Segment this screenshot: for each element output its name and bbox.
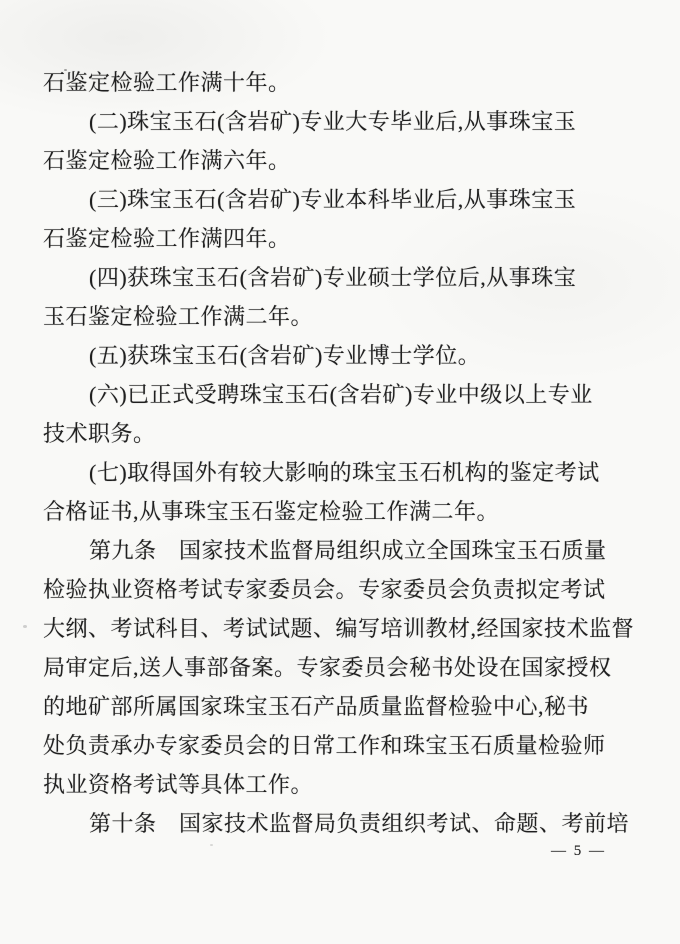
body-text xyxy=(43,63,643,843)
text-line: (五)获珠宝玉石(含岩矿)专业博士学位。 xyxy=(89,343,481,368)
text-line: 局审定后,送人事部备案。专家委员会秘书处设在国家授权 xyxy=(43,655,612,680)
text-line: 第九条 国家技术监督局组织成立全国珠宝玉石质量 xyxy=(89,538,607,563)
text-line: (六)已正式受聘珠宝玉石(含岩矿)专业中级以上专业 xyxy=(89,382,593,407)
text-line: 第十条 国家技术监督局负责组织考试、命题、考前培 xyxy=(89,811,630,836)
text-line: 石鉴定检验工作满四年。 xyxy=(43,226,291,251)
text-line: (三)珠宝玉石(含岩矿)专业本科毕业后,从事珠宝玉 xyxy=(89,187,577,212)
scan-speck xyxy=(23,625,27,628)
text-line: (七)取得国外有较大影响的珠宝玉石机构的鉴定考试 xyxy=(89,460,600,485)
text-line: 技术职务。 xyxy=(43,421,156,446)
text-line: 大纲、考试科目、考试试题、编写培训教材,经国家技术监督 xyxy=(43,616,635,641)
text-line: 玉石鉴定检验工作满二年。 xyxy=(43,304,314,329)
scan-speck xyxy=(64,69,67,71)
scan-speck xyxy=(210,844,213,846)
text-line: 的地矿部所属国家珠宝玉石产品质量监督检验中心,秘书 xyxy=(43,694,590,719)
text-line: 合格证书,从事珠宝玉石鉴定检验工作满二年。 xyxy=(43,499,500,524)
page-number: — 5 — xyxy=(551,843,606,859)
text-line: 石鉴定检验工作满十年。 xyxy=(43,70,291,95)
text-line: 石鉴定检验工作满六年。 xyxy=(43,148,291,173)
text-line: 处负责承办专家委员会的日常工作和珠宝玉石质量检验师 xyxy=(43,733,606,758)
text-line: (四)获珠宝玉石(含岩矿)专业硕士学位后,从事珠宝 xyxy=(89,265,577,290)
text-line: 执业资格考试等具体工作。 xyxy=(43,772,314,797)
text-line: (二)珠宝玉石(含岩矿)专业大专毕业后,从事珠宝玉 xyxy=(89,109,577,134)
text-line: 检验执业资格考试专家委员会。专家委员会负责拟定考试 xyxy=(43,577,606,602)
